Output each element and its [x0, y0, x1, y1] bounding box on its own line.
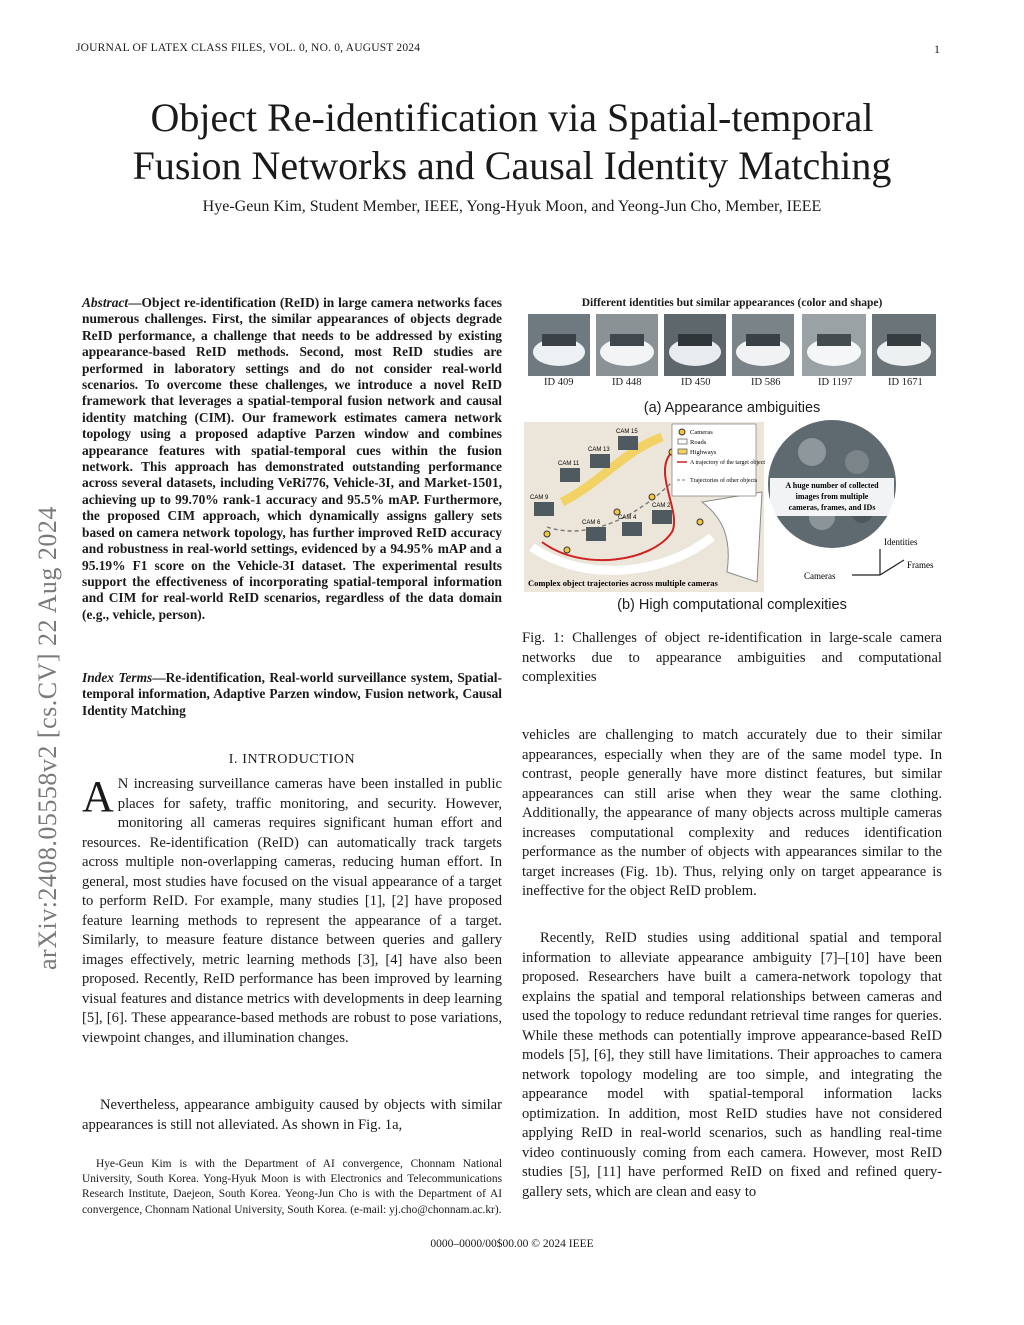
- arxiv-stamp-text: arXiv:2408.05558v2 [cs.CV] 22 Aug 2024: [33, 506, 62, 970]
- subcaption-b: (b) High computational complexities: [617, 597, 847, 613]
- circle-text-line: A huge number of collected: [785, 481, 879, 490]
- cam-label: CAM 4: [618, 515, 637, 521]
- intro-paragraph-1: [82, 772, 502, 1048]
- id-label: ID 1197: [818, 377, 853, 388]
- intro-paragraph-2: Nevertheless, appearance ambiguity caused by objects with similar appearances is still not alleviated. As shown in Fig. 1a,: [82, 1097, 502, 1133]
- abstract: [82, 295, 502, 623]
- body-paragraph: vehicles are challenging to match accurately due to their similar appearances, especially when they are of the same model type. In contrast, people generally have more distinct features, but similar appearances can still arise when they wear the same clothing. Additionally, the appearance of many objects across multiple cameras increases computational complexity and reduces identification performance as the number of objects with appearances similar to the target increases (Fig. 1b). Thus, relying only on target appearance is ineffective for the object ReID problem.: [522, 727, 942, 899]
- running-header: JOURNAL OF LATEX CLASS FILES, VOL. 0, NO. 0, AUGUST 2024: [76, 42, 421, 54]
- legend-item: A trajectory of the target object: [690, 460, 766, 466]
- car-image: [528, 314, 590, 376]
- figure-1-graphic: [522, 312, 942, 602]
- subcaption-a: (a) Appearance ambiguities: [643, 400, 821, 416]
- abstract-text: —Object re-identification (ReID) in large camera networks faces numerous challenges. First, the similar appearances of objects degrade ReID performance, a challenge that needs to be addressed by existing appearance-based ReID methods. Second, most ReID studies are performed in laboratory settings and do not consider real-world scenarios. To overcome these challenges, we introduce a novel ReID framework that leverages a spatial-temporal fusion network and causal identity matching (CIM). Our framework estimates camera network topology using a proposed adaptive Parzen window and combines appearance features with spatial-temporal cues within the fusion network. This approach has demonstrated outstanding performance across several datasets, including VeRi776, Vehicle-3I, and Market-1501, achieving up to 99.70% rank-1 accuracy and 95.5% mAP. Furthermore, the proposed CIM approach, which dynamically assigns gallery sets based on camera network topology, has further improved ReID accuracy and robustness in real-world settings, evidenced by a 94.95% mAP and a 95.19% F1 score on the Vehicle-3I dataset. The experimental results support the effectiveness of incorporating spatial-temporal information and CIM for real-world ReID scenarios, regardless of the data domain (e.g., vehicle, person).: [82, 295, 502, 622]
- id-label: ID 409: [544, 377, 574, 388]
- car-image: [872, 314, 936, 376]
- affiliation-footnote: Hye-Geun Kim is with the Department of AI convergence, Chonnam National University, South Korea. Yong-Hyuk Moon is with Electronics and Telecommunications Research Institute, Daejeon, South Korea. Yeong-Jun Cho is with the Department of AI convergence, Chonnam National University, South Korea. (e-mail: yj.cho@chonnam.ac.kr).: [82, 1158, 502, 1216]
- section-heading: I. INTRODUCTION: [228, 752, 356, 767]
- author-list: Hye-Geun Kim, Student Member, IEEE, Yong-Hyuk Moon, and Yeong-Jun Cho, Member, IEEE: [202, 198, 822, 215]
- cam-label: CAM 9: [530, 495, 549, 501]
- id-label: ID 450: [681, 377, 711, 388]
- car-image: [596, 314, 658, 376]
- camera-network-map: [524, 422, 765, 592]
- axis-label: Cameras: [804, 571, 836, 581]
- index-terms-label: Index Terms: [82, 670, 153, 685]
- id-label: ID 448: [612, 377, 642, 388]
- paper-title: [60, 94, 964, 190]
- id-label: ID 586: [751, 377, 781, 388]
- body-paragraph: Recently, ReID studies using additional spatial and temporal information to alleviate appearance ambiguity [7]–[10] have been proposed. Researchers have built a camera-network topology that explains the spatial and temporal relationships between cameras and used the topology to reduce redundant retrieval time ranges for queries. While these methods can potentially improve appearance-based ReID models [5], [6], they still have limitations. Their approaches to camera network topology modeling are too simple, and integrating the appearance model with spatial-temporal information lacks optimization. In addition, most ReID studies have not considered applying ReID in real-world scenarios, such as handling real-time video continuously coming from each camera. However, most ReID studies [5], [11] have performed ReID on fixed and refined query-gallery sets, which are clean and easy to: [522, 930, 942, 1200]
- legend-item: Cameras: [690, 429, 713, 436]
- legend-item: Roads: [690, 439, 707, 446]
- arxiv-stamp: [28, 345, 68, 970]
- cam-label: CAM 11: [558, 461, 580, 467]
- circle-text-line: cameras, frames, and IDs: [788, 503, 876, 512]
- id-label: ID 1671: [888, 377, 923, 388]
- index-terms-text: —Re-identification, Real-world surveillance system, Spatial-temporal information, Adaptive Parzen window, Fusion network, Causal Identity Matching: [82, 670, 502, 718]
- cam-label: CAM 6: [582, 520, 601, 526]
- car-thumbnails: [528, 314, 936, 376]
- title-line-2: Fusion Networks and Causal Identity Matching: [132, 143, 892, 188]
- title-line-1: Object Re-identification via Spatial-temporal: [150, 95, 874, 140]
- page-number: 1: [934, 42, 940, 56]
- car-image: [732, 314, 794, 376]
- cam-label: CAM 15: [616, 429, 638, 435]
- legend-item: Highways: [690, 449, 717, 456]
- figure-top-title: Different identities but similar appearances (color and shape): [581, 297, 883, 309]
- index-terms: [82, 670, 502, 719]
- cam-label: CAM 2: [652, 503, 671, 509]
- figure-caption: Fig. 1: Challenges of object re-identification in large-scale camera networks due to appearance ambiguities and computational complexities: [522, 630, 942, 685]
- circle-text-line: images from multiple: [795, 492, 869, 501]
- car-image: [802, 314, 866, 376]
- abstract-label: Abstract: [82, 295, 129, 310]
- copyright-footer: 0000–0000/00$00.00 © 2024 IEEE: [430, 1238, 594, 1250]
- map-caption: Complex object trajectories across multiple cameras: [528, 578, 718, 588]
- axis-label: Identities: [884, 537, 918, 547]
- cam-label: CAM 13: [588, 447, 610, 453]
- car-image: [664, 314, 726, 376]
- legend-item: Trajectories of other objects: [690, 478, 758, 484]
- axis-label: Frames: [907, 560, 934, 570]
- drop-cap: A: [82, 772, 114, 821]
- intro-para1-text: N increasing surveillance cameras have been installed in public places for safety, traffic monitoring, and security. However, monitoring all cameras requires significant human effort and resources. Re-identification (ReID) can automatically track targets across multiple non-overlapping cameras, reducing human effort. In general, most studies have focused on the visual appearance of a target to perform ReID. For example, many studies [1], [2] have proposed feature learning methods to represent the appearance of a target. Similarly, to measure feature distance between queries and gallery images effectively, metric learning methods [3], [4] have also been proposed. Recently, ReID performance has been improved by learning visual features and distance metrics with developments in deep learning [5], [6]. These appearance-based methods are robust to pose variations, viewpoint changes, and illumination changes.: [82, 776, 502, 1046]
- image-collection-circle: [768, 420, 896, 548]
